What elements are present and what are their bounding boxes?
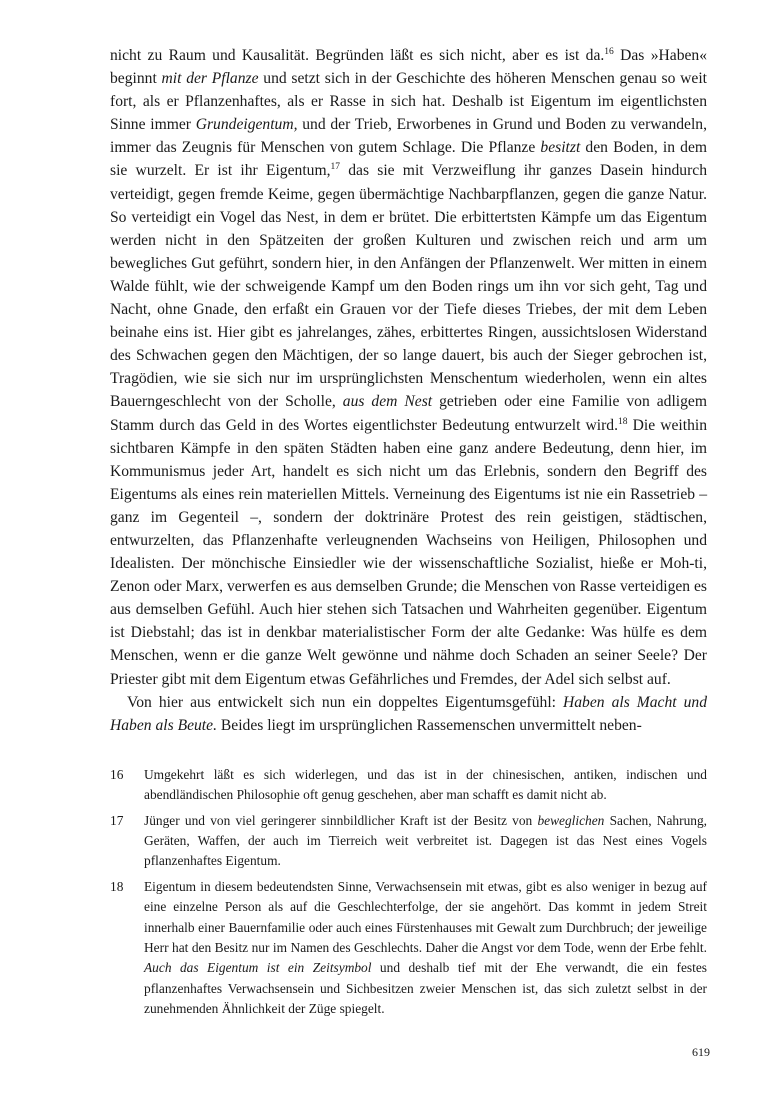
emphasis-text: Haben als Macht und Haben als Beute. [110,693,707,734]
text-run: Sachen, Nahrung, Geräten, Waffen, der auch im Tierreich weit verbreitet ist. Dagegen ist das Nest eines Vogels pflanzenhaftes Eigentum. [144,812,708,869]
text-run: Umgekehrt läßt es sich widerlegen, und das ist in der chinesischen, antiken, indischen und abendländischen Philosophie oft genug geschehen, aber man schafft es damit nicht ab. [144,766,707,803]
book-page [110,44,707,1025]
text-run: Das »Haben« beginnt [110,47,708,88]
paragraph-2 [110,691,707,737]
text-run: Eigentum in diesem bedeutendsten Sinne, Verwachsensein mit etwas, gibt es also weniger in bezug auf eine einzelne Person als auf die Geschlechterfolge, der sie angehört. Das kommt in jedem Streit innerhalb einer Bauernfamilie oder auch eines Fürstenhauses mit Gewalt zum Durchbruch; der jeweilige Herr hat den Besitz nur im Namen des Geschlechts. Daher die Angst vor dem Tode, wenn der Erbe fehlt. [144,878,707,956]
text-run: das sie mit Verzweiflung ihr ganzes Dasein hindurch verteidigt, gegen fremde Keime, gegen übermächtige Nachbarpflanzen, gegen die ganze Natur. So verteidigt ein Vogel das Nest, in dem er brütet. Die erbittertsten Kämpfe um das Eigentum werden nicht in den Spätzeiten der großen Kulturen und zwischen reich und arm um bewegliches Gut geführt, sondern hier, in den Anfängen der Pflanzenwelt. Wer mitten in einem Walde fühlt, wie der schweigende Kampf um den Boden rings um ihn vor sich geht, Tag und Nacht, ohne Gnade, den erfaßt ein Grauen vor der Tiefe dieses Triebes, der mit dem Leben beinahe eins ist. Hier gibt es jahrelanges, zähes, erbittertes Ringen, aussichtslosen Widerstand des Schwachen gegen den Mächtigen, der so lange dauert, bis auch der Sieger gebrochen ist, Tragödien, wie sie sich nur im ursprünglichsten Menschentum wiederholen, wenn ein altes Bauerngeschlecht von der Scholle, [110,162,707,411]
main-text [110,44,707,737]
page-number: 619 [692,1045,710,1059]
footnote-ref: 17 [330,162,340,173]
footnote-ref: 16 [604,47,614,57]
emphasis-text: besitzt [540,139,581,157]
footnote [110,811,707,872]
footnote [110,877,707,1020]
emphasis-text: mit der Pflanze [161,70,259,88]
emphasis-text: Auch das Eigentum ist ein Zeitsymbol [144,960,372,976]
text-run: nicht zu Raum und Kausalität. Begründen läßt es sich nicht, aber es ist da. [110,47,605,64]
footnote [110,765,707,806]
text-run: den Boden, in dem sie wurzelt. Er ist ihr Eigentum, [110,139,707,180]
footnotes [110,765,707,1020]
text-run: Von hier aus entwickelt sich nun ein doppeltes Eigentumsgefühl: [127,693,563,711]
footnote-number: 18 [110,878,124,894]
footnote-text [144,765,707,806]
text-run: Die weithin sichtbaren Kämpfe in den späten Städten haben eine ganz andere Bedeutung, denn hier, im Kommunismus jeder Art, handelt es sich nicht um das Erlebnis, sondern den Begriff des Eigentums als eines rein materiellen Mittels. Verneinung des Eigentums ist nie ein Rassetrieb – ganz im Gegenteil –, sondern der doktrinäre Protest des rein geistigen, städtischen, entwurzelten, das Pflanzenhafte verleugnenden Wachseins von Heiligen, Philosophen und Idealisten. Der mönchische Einsiedler wie der wissenschaftliche Sozialist, hieße er Moh-ti, Zenon oder Marx, verwerfen es aus demselben Grunde; die Menschen von Rasse verteidigen es aus demselben Gefühl. Auch hier stehen sich Tatsachen und Wahrheiten gegenüber. Eigentum ist Diebstahl; das ist in denkbar materialistischer Form der alte Gedanke: Was hülfe es dem Menschen, wenn er die ganze Welt gewönne und nähme doch Schaden an seiner Seele? Der Priester gibt mit dem Eigentum etwas Gefährliches und Fremdes, der Adel sich selbst auf. [110,416,707,688]
text-run: Beides liegt im ursprünglichen Rassemenschen unvermittelt neben- [216,716,642,734]
text-run: Jünger und von viel geringerer sinnbildlicher Kraft ist der Besitz von [144,812,538,828]
text-run: und deshalb tief mit der Ehe verwandt, die ein festes pflanzenhaftes Verwachsensein und Sichbesitzen zweier Menschen ist, das sich zuletzt selbst in der zunehmenden Ähnlichkeit der Züge spiegelt. [144,960,707,1017]
paragraph-1 [110,44,707,691]
emphasis-text: beweglichen [537,812,605,828]
emphasis-text: aus dem Nest [342,393,433,411]
footnote-number: 16 [110,766,124,782]
footnote-ref: 18 [618,416,628,427]
footnote-text [144,811,707,872]
footnote-text [144,877,707,1020]
text-run: und der Trieb, Erworbenes in Grund und Boden zu verwandeln, immer das Zeugnis für Menschen von gutem Schlage. Die Pflanze [110,116,707,157]
footnote-number: 17 [110,812,124,828]
text-run: und setzt sich in der Geschichte des höheren Menschen genau so weit fort, als er Pflanzenhaftes, als er Rasse in sich hat. Deshalb ist Eigentum im eigentlichsten Sinne immer [110,70,707,134]
emphasis-text: Grundeigentum, [195,116,298,134]
text-run: getrieben oder eine Familie von adligem Stamm durch das Geld in des Wortes eigentlichster Bedeutung entwurzelt wird. [110,393,707,434]
